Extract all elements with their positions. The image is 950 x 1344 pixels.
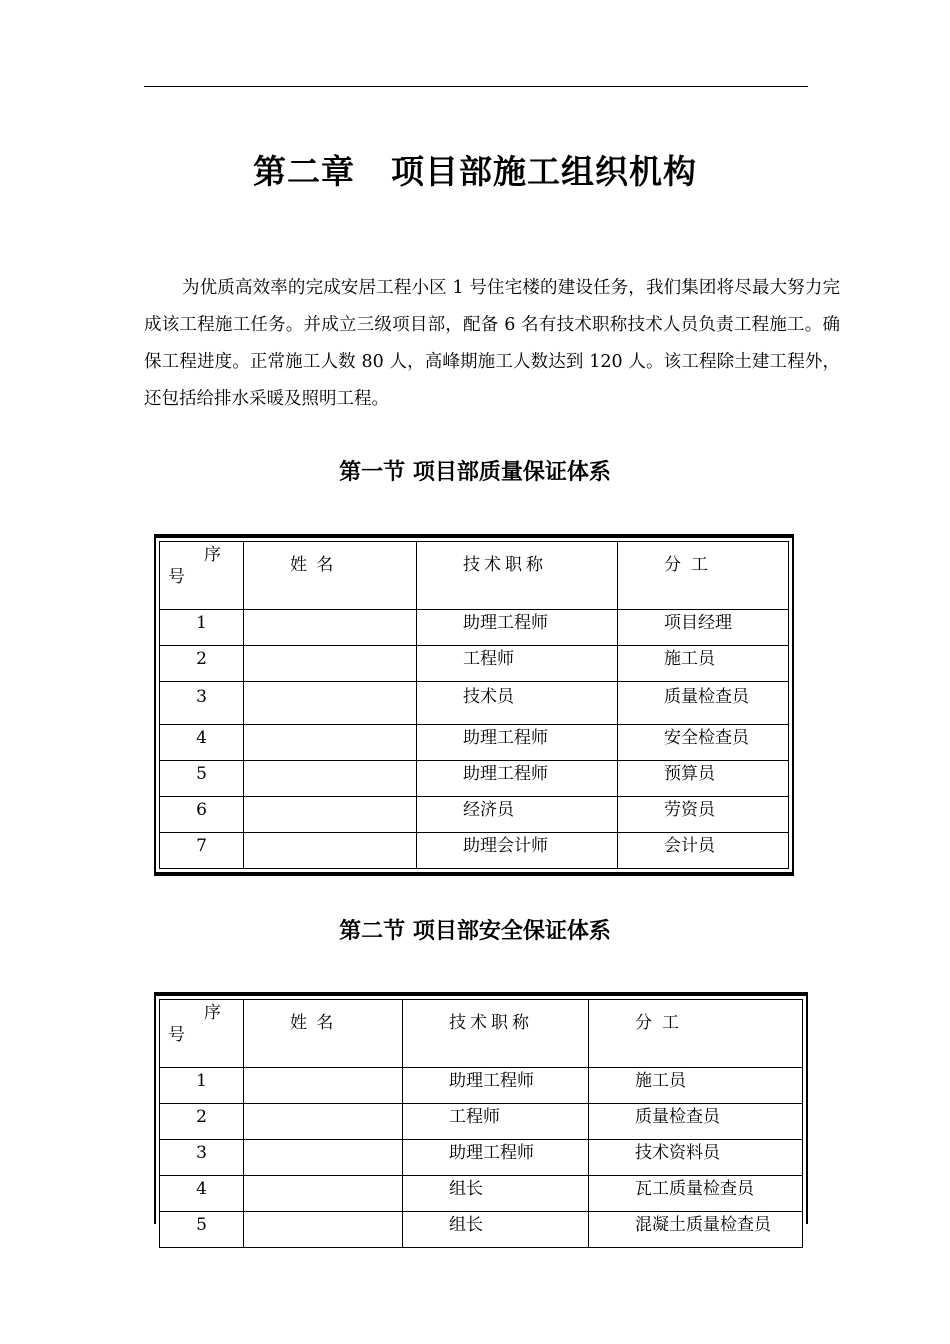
table-row: 5 组长 混凝土质量检查员 [160, 1212, 803, 1248]
table-row: 4 助理工程师 安全检查员 [160, 725, 789, 761]
chapter-number: 第二章 [253, 152, 355, 191]
table-row: 6 经济员 劳资员 [160, 797, 789, 833]
section2-title: 第二节 项目部安全保证体系 [339, 919, 611, 944]
table-row: 3 技术员 质量检查员 [160, 682, 789, 725]
table-header-row [160, 542, 789, 610]
section1-title: 第一节 项目部质量保证体系 [339, 460, 611, 485]
header-title: 技术职称 [417, 542, 618, 610]
chapter-title: 项目部施工组织机构 [391, 152, 697, 191]
chapter-heading [0, 146, 950, 193]
header-seq: 序 号 [160, 542, 244, 610]
header-name: 姓 名 [244, 542, 417, 610]
table-row: 5 助理工程师 预算员 [160, 761, 789, 797]
table-row: 2 工程师 质量检查员 [160, 1104, 803, 1140]
quality-table [154, 534, 794, 876]
header-rule [144, 86, 808, 87]
safety-table [154, 992, 808, 1235]
table-row: 7 助理会计师 会计员 [160, 833, 789, 869]
header-seq: 序 号 [160, 1000, 244, 1068]
table-row: 1 助理工程师 项目经理 [160, 610, 789, 646]
table-row: 1 助理工程师 施工员 [160, 1068, 803, 1104]
table-row: 3 助理工程师 技术资料员 [160, 1140, 803, 1176]
header-name: 姓 名 [244, 1000, 403, 1068]
table-row: 2 工程师 施工员 [160, 646, 789, 682]
intro-paragraph: 为优质高效率的完成安居工程小区 1 号住宅楼的建设任务，我们集团将尽最大努力完成该工程施工任务。并成立三级项目部，配备 6 名有技术职称技术人员负责工程施工。确保工程进度。正常施工人数 80 人，高峰期施工人数达到 120 人。该工程除土建工程外，还包括给排水采暖及照明工程。 [144, 278, 840, 409]
header-division: 分工 [589, 1000, 803, 1068]
header-title: 技术职称 [403, 1000, 589, 1068]
table-row: 4 组长 瓦工质量检查员 [160, 1176, 803, 1212]
header-division: 分工 [618, 542, 789, 610]
table-header-row [160, 1000, 803, 1068]
